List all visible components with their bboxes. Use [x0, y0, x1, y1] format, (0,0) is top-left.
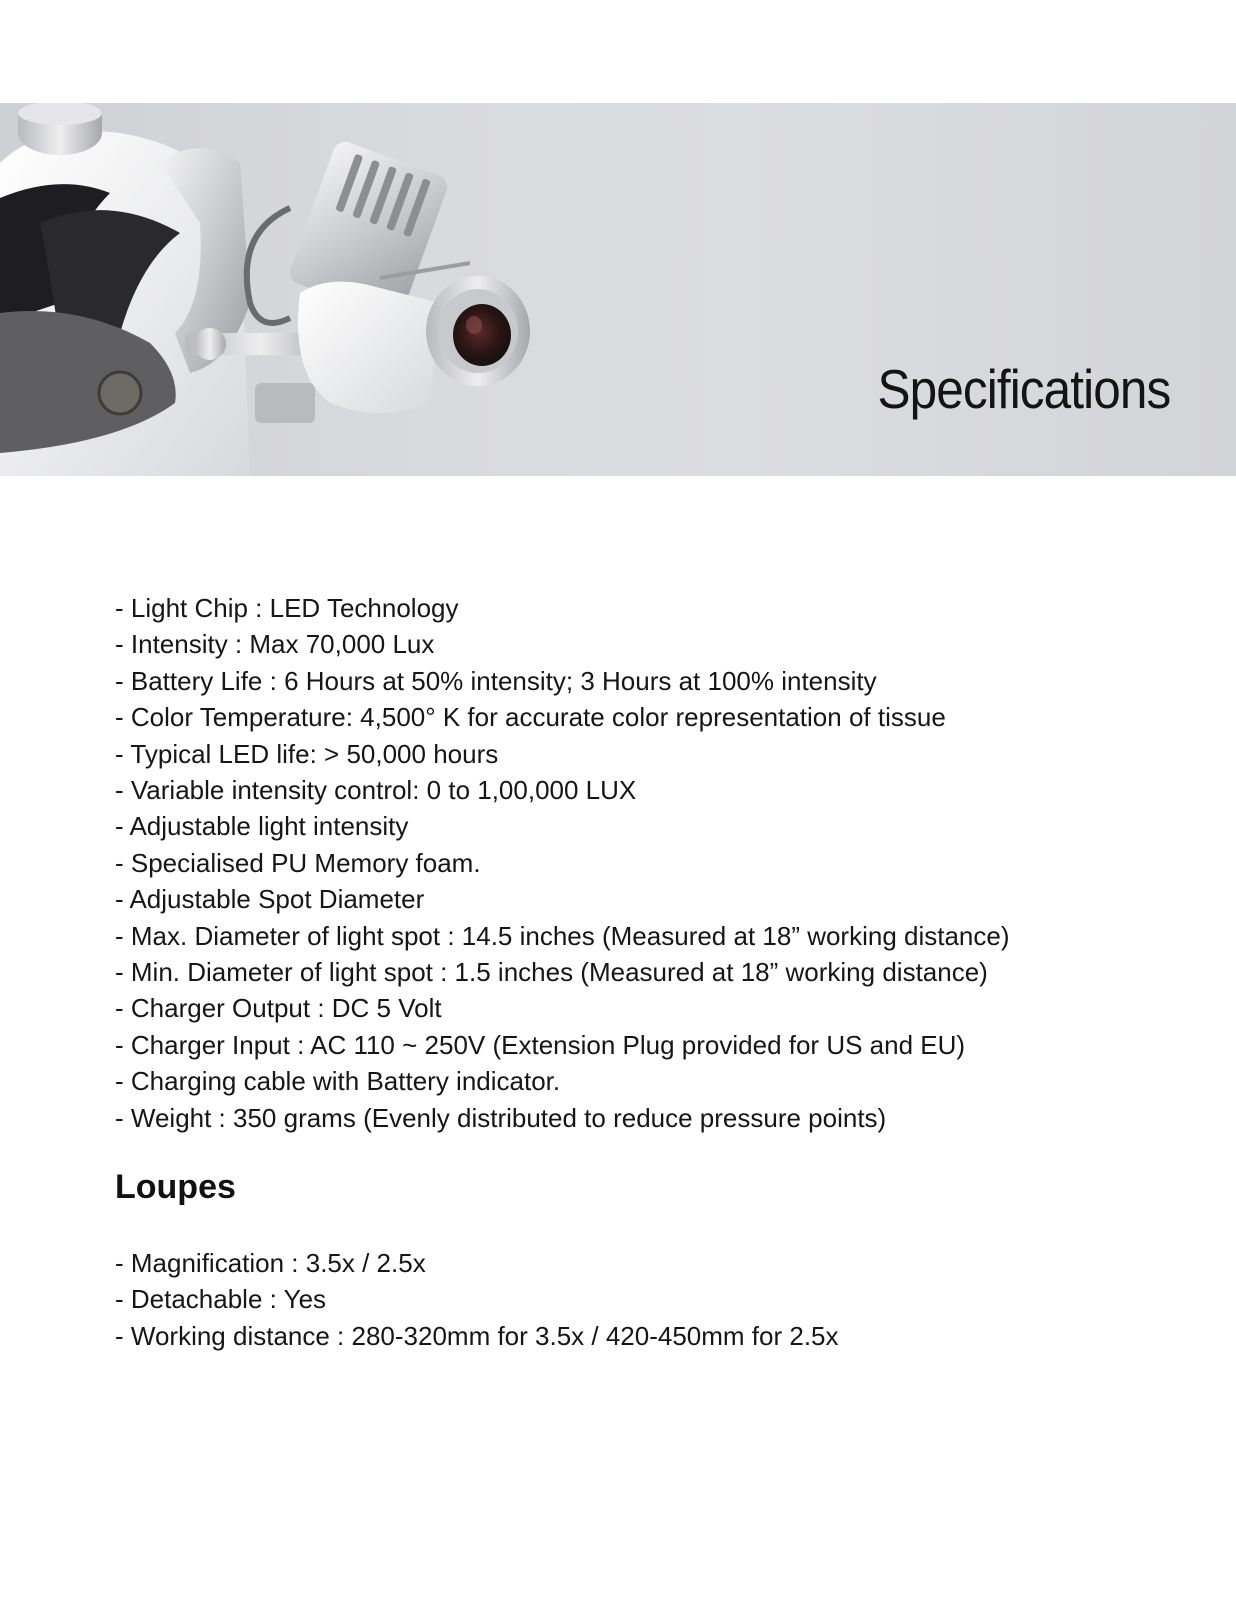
specifications-list [115, 590, 1010, 1136]
loupes-list [115, 1245, 839, 1354]
list-item: - Light Chip : LED Technology [115, 593, 459, 623]
list-item: - Intensity : Max 70,000 Lux [115, 629, 435, 660]
list-item: - Adjustable Spot Diameter [115, 884, 425, 915]
list-item: - Specialised PU Memory foam. [115, 847, 481, 878]
list-item: - Detachable : Yes [115, 1284, 327, 1315]
list-item: - Max. Diameter of light spot : 14.5 inches (Measured at 18” working distance) [115, 920, 1010, 951]
hero-banner [0, 103, 1236, 476]
loupes-heading: Loupes [115, 1168, 236, 1206]
list-item: - Charger Output : DC 5 Volt [115, 993, 442, 1024]
list-item: - Variable intensity control: 0 to 1,00,000 LUX [115, 775, 637, 806]
list-item: - Adjustable light intensity [115, 811, 409, 842]
list-item: - Typical LED life: > 50,000 hours [115, 738, 499, 769]
list-item: - Charger Input : AC 110 ~ 250V (Extension Plug provided for US and EU) [115, 1029, 966, 1060]
list-item: - Weight : 350 grams (Evenly distributed to reduce pressure points) [115, 1102, 887, 1133]
list-item: - Min. Diameter of light spot : 1.5 inches (Measured at 18” working distance) [115, 957, 988, 988]
page-title: Specifications [877, 358, 1170, 420]
list-item: - Battery Life : 6 Hours at 50% intensity; 3 Hours at 100% intensity [115, 665, 877, 696]
headlight-product-image [0, 103, 560, 476]
list-item: - Magnification : 3.5x / 2.5x [115, 1248, 426, 1278]
list-item: - Working distance : 280-320mm for 3.5x / 420-450mm for 2.5x [115, 1320, 839, 1351]
list-item: - Charging cable with Battery indicator. [115, 1066, 561, 1097]
list-item: - Color Temperature: 4,500° K for accurate color representation of tissue [115, 702, 946, 733]
